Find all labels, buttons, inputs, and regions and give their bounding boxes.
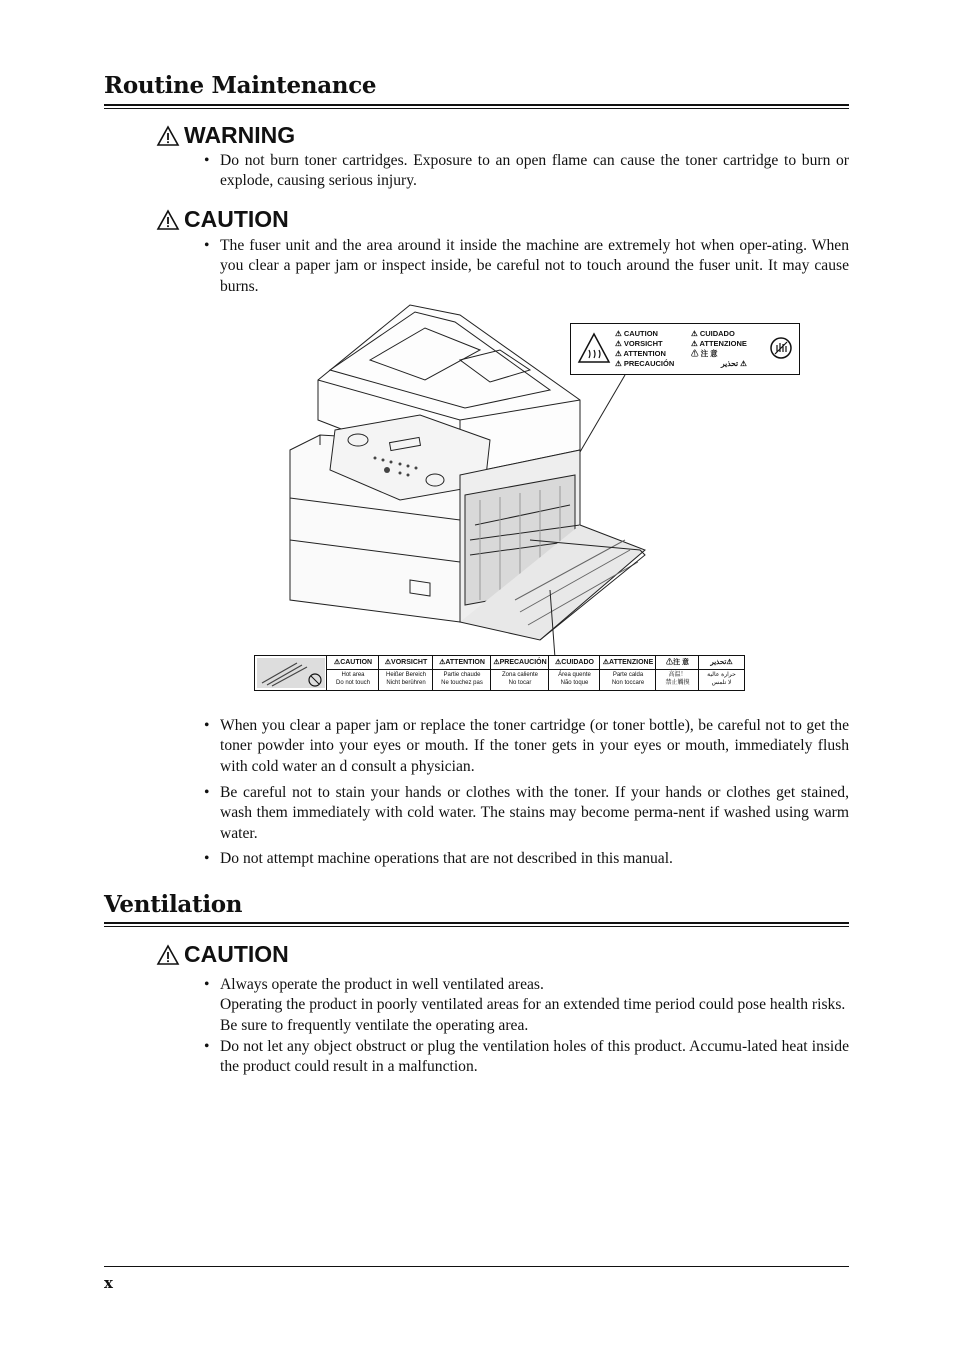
- sticker-text: ATTENTION: [623, 349, 666, 358]
- strip-cell-1: ⚠VORSICHT Heißer Bereich Nicht berühren: [378, 656, 433, 690]
- strip-body-text: لا تلمس: [711, 680, 732, 686]
- caution-heading: [156, 941, 289, 968]
- footer-rule: [104, 1266, 849, 1267]
- list-item-text: Operating the product in poorly ventilated areas for an extended time period could pose health risks. Be sure to frequently ventilate the operating area.: [220, 996, 846, 1034]
- strip-body-text: Zona caliente: [501, 672, 539, 678]
- section-title-routine-maintenance: Routine Maintenance: [104, 72, 377, 99]
- sticker-left-column: ⚠ CAUTION ⚠ VORSICHT ⚠ ATTENTION ⚠ PRECAUCIÓN: [615, 329, 675, 368]
- sticker-text: CUIDADO: [699, 329, 735, 338]
- strip-cell-5: ⚠ATTENZIONE Parte calda Non toccare: [599, 656, 656, 690]
- strip-cell-4: ⚠CUIDADO Área quente Não toque: [548, 656, 600, 690]
- list-item: • Do not let any object obstruct or plug the ventilation holes of this product. Accumu-lated heat inside the product could result in a malfunction.: [204, 1037, 849, 1078]
- warning-heading: [156, 122, 295, 149]
- strip-body-text: Área quente: [558, 672, 591, 678]
- sticker-right-column: ⚠ CUIDADO ⚠ ATTENZIONE ⚠ 注 意 تحذير ⚠: [691, 329, 747, 368]
- list-item: • Be careful not to stain your hands or clothes with the toner. If your hands or clothes get stained, wash them immediately with cold water. The stains may become perma-nent if washed using warm water.: [204, 783, 849, 844]
- strip-head-text: CUIDADO: [561, 659, 594, 666]
- strip-body-text: Non toccare: [611, 680, 645, 686]
- list-item-text: When you clear a paper jam or replace the toner cartridge (or toner bottle), be careful not to get the toner powder into your eyes or mouth. If the toner gets in your eyes or mouth, immediately flush with cold water an d consult a physician.: [220, 717, 849, 775]
- list-item: • Do not burn toner cartridges. Exposure to an open flame can cause the toner cartridge to burn or explode, causing serious injury.: [204, 151, 849, 192]
- caution-label: CAUTION: [184, 941, 289, 967]
- strip-body-text: Heißer Bereich: [385, 672, 426, 678]
- caution-triangle-icon: [156, 209, 180, 231]
- list-item: • The fuser unit and the area around it inside the machine are extremely hot when oper-ating. When you clear a paper jam or inspect inside, be careful not to touch around the fuser unit. It may cause burns.: [204, 236, 849, 297]
- list-item-text: Do not attempt machine operations that are not described in this manual.: [220, 850, 673, 867]
- section-rule: [104, 922, 849, 927]
- strip-head-text: PRECAUCIÓN: [499, 659, 547, 666]
- warning-triangle-icon: [156, 125, 180, 147]
- sticker-text: CAUTION: [623, 329, 658, 338]
- strip-body-text: Partie chaude: [443, 672, 481, 678]
- strip-cell-7: تحذير⚠ حرارة عالية لا تلمس: [698, 656, 744, 690]
- strip-body-text: No tocar: [508, 680, 532, 686]
- strip-head-text: 注 意: [673, 659, 689, 666]
- strip-body-text: 禁止觸摸: [665, 680, 690, 686]
- strip-head-text: ATTENTION: [445, 659, 485, 666]
- list-item: • Do not attempt machine operations that are not described in this manual.: [204, 849, 849, 869]
- section-title-ventilation: Ventilation: [104, 891, 243, 918]
- strip-body-text: 高温！: [668, 672, 687, 678]
- strip-head-text: تحذير: [710, 659, 727, 666]
- strip-body-text: Nicht berühren: [386, 680, 426, 686]
- section-rule: [104, 104, 849, 109]
- strip-body-text: Ne touchez pas: [441, 680, 483, 686]
- hot-surface-icon: [577, 332, 611, 364]
- strip-body-text: Hot area: [341, 672, 365, 678]
- list-item-text: Do not burn toner cartridges. Exposure to an open flame can cause the toner cartridge to burn or explode, causing serious injury.: [220, 152, 849, 190]
- do-not-touch-icon: [769, 336, 793, 360]
- strip-cell-0: ⚠CAUTION Hot area Do not touch: [326, 656, 379, 690]
- fuser-warning-strip: [254, 655, 745, 691]
- list-item: • When you clear a paper jam or replace the toner cartridge (or toner bottle), be careful not to get the toner powder into your eyes or mouth. If the toner gets in your eyes or mouth, immediately flush with cold water an d consult a physician.: [204, 716, 849, 777]
- sticker-text: PRECAUCIÓN: [623, 359, 675, 368]
- sticker-text: 注 意: [700, 349, 718, 358]
- strip-cell-2: ⚠ATTENTION Partie chaude Ne touchez pas: [432, 656, 491, 690]
- strip-cell-6: ⚠注 意 高温！ 禁止觸摸: [655, 656, 699, 690]
- strip-body-text: Não toque: [560, 680, 589, 686]
- sticker-text: ATTENZIONE: [699, 339, 747, 348]
- list-item-text: Do not let any object obstruct or plug the ventilation holes of this product. Accumu-lated heat inside the product could result in a malfunction.: [220, 1038, 849, 1076]
- list-item-text: Always operate the product in well ventilated areas.: [220, 976, 544, 993]
- page-number: x: [104, 1274, 113, 1292]
- warning-label: WARNING: [184, 122, 296, 148]
- list-item-text: The fuser unit and the area around it inside the machine are extremely hot when oper-ating. When you clear a paper jam or inspect inside, be careful not to touch around the fuser unit. It may cause burns.: [220, 237, 849, 295]
- strip-head-text: VORSICHT: [391, 659, 428, 666]
- caution-label: CAUTION: [184, 206, 289, 232]
- caution-triangle-icon: [156, 944, 180, 966]
- caution-heading: [156, 206, 289, 233]
- sticker-text: تحذير: [721, 359, 739, 368]
- strip-head-text: ATTENZIONE: [609, 659, 654, 666]
- list-item: • Always operate the product in well ventilated areas. Operating the product in poorly ventilated areas for an extended time period could pose health risks. Be sure to frequently ventilate the operating area.: [204, 975, 849, 1036]
- strip-body-text: حرارة عالية: [707, 672, 736, 678]
- list-item-text: Be careful not to stain your hands or clothes with the toner. If your hands or clothes get stained, wash them immediately with cold water. The stains may become perma-nent if washed using warm water.: [220, 784, 849, 842]
- sticker-text: VORSICHT: [623, 339, 663, 348]
- strip-cell-3: ⚠PRECAUCIÓN Zona caliente No tocar: [490, 656, 549, 690]
- caution-label-sticker: [570, 323, 800, 375]
- fuser-hot-icon: [257, 658, 325, 688]
- strip-head-text: CAUTION: [340, 659, 373, 666]
- strip-body-text: Parte calda: [612, 672, 644, 678]
- strip-body-text: Do not touch: [335, 680, 371, 686]
